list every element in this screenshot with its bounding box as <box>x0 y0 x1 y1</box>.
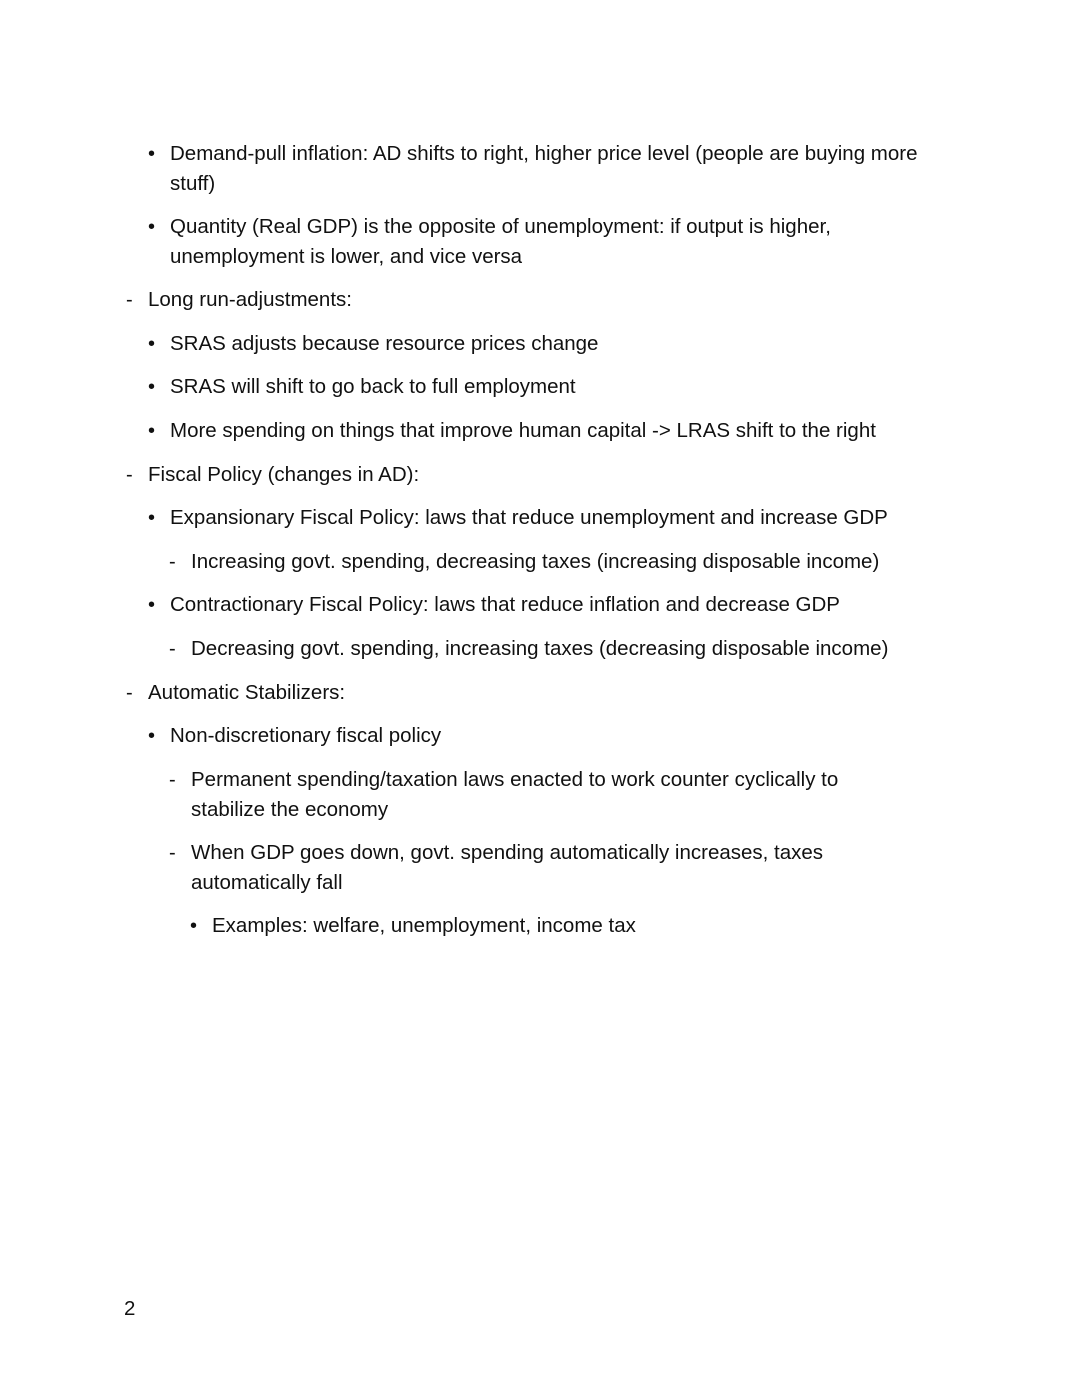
list-item-text: Permanent spending/taxation laws enacted to work counter cyclically to <box>191 768 839 791</box>
bullet-marker: • <box>148 594 156 616</box>
section-heading: Long run-adjustments: <box>148 288 352 311</box>
bullet-marker: • <box>148 143 156 165</box>
list-item-text: Quantity (Real GDP) is the opposite of unemployment: if output is higher, <box>170 215 831 238</box>
dash-marker: - <box>169 551 176 573</box>
bullet-marker: • <box>148 376 156 398</box>
list-item-text-continued: automatically fall <box>191 871 343 894</box>
list-item-text-continued: unemployment is lower, and vice versa <box>170 245 523 268</box>
list-item-text-continued: stabilize the economy <box>191 798 389 821</box>
dash-marker: - <box>169 769 176 791</box>
list-item-text: SRAS adjusts because resource prices change <box>170 332 599 355</box>
list-item-text: Decreasing govt. spending, increasing taxes (decreasing disposable income) <box>191 637 889 660</box>
dash-marker: - <box>126 464 133 486</box>
list-item-text: When GDP goes down, govt. spending automatically increases, taxes <box>191 841 824 864</box>
list-item-text: Examples: welfare, unemployment, income tax <box>212 914 636 937</box>
bullet-marker: • <box>148 725 156 747</box>
dash-marker: - <box>126 682 133 704</box>
list-item-text: Demand-pull inflation: AD shifts to right, higher price level (people are buying more <box>170 142 918 165</box>
list-item-text: Increasing govt. spending, decreasing taxes (increasing disposable income) <box>191 550 880 573</box>
list-item-text: Contractionary Fiscal Policy: laws that reduce inflation and decrease GDP <box>170 593 840 616</box>
list-item-text: Expansionary Fiscal Policy: laws that reduce unemployment and increase GDP <box>170 506 888 529</box>
dash-marker: - <box>169 638 176 660</box>
bullet-marker: • <box>190 915 198 937</box>
list-item-text: More spending on things that improve human capital -> LRAS shift to the right <box>170 419 876 442</box>
dash-marker: - <box>169 842 176 864</box>
dash-marker: - <box>126 289 133 311</box>
list-item-text-continued: stuff) <box>170 172 216 195</box>
bullet-marker: • <box>148 216 156 238</box>
list-item-text: Non-discretionary fiscal policy <box>170 724 442 747</box>
bullet-marker: • <box>148 333 156 355</box>
bullet-marker: • <box>148 420 156 442</box>
section-heading: Fiscal Policy (changes in AD): <box>148 463 420 486</box>
bullet-marker: • <box>148 507 156 529</box>
list-item-text: SRAS will shift to go back to full employment <box>170 375 576 398</box>
section-heading: Automatic Stabilizers: <box>148 681 346 704</box>
page-number: 2 <box>124 1297 136 1320</box>
